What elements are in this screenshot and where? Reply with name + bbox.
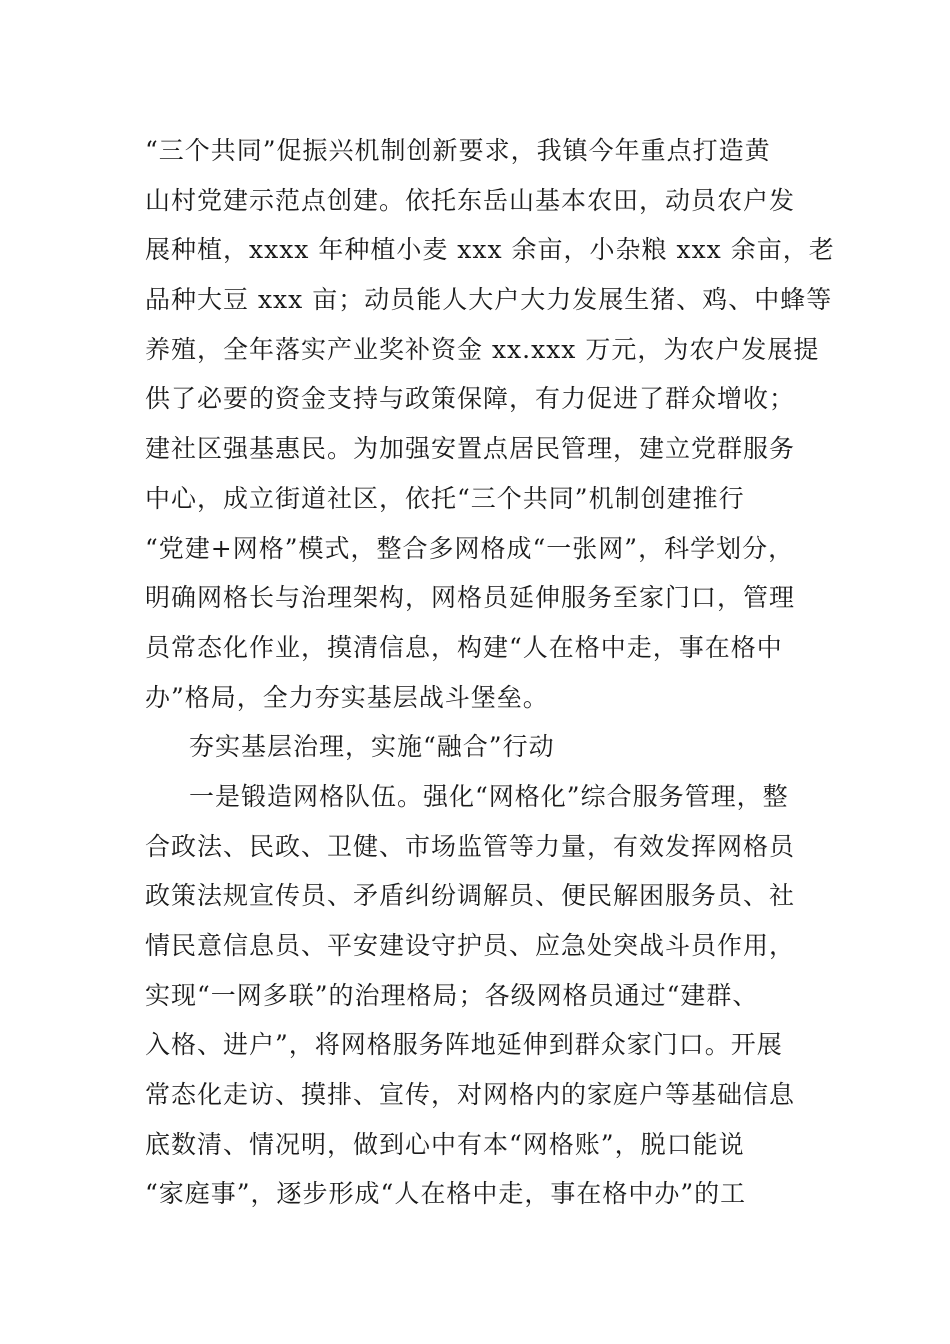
text-line: 办”格局，全力夯实基层战斗堡垒。 xyxy=(145,682,549,712)
text-line: “三个共同”促振兴机制创新要求，我镇今年重点打造黄 xyxy=(145,136,771,165)
section-heading: 夯实基层治理，实施“融合”行动 xyxy=(189,732,555,762)
text-line: 实现“一网多联”的治理格局；各级网格员通过“建群、 xyxy=(145,980,759,1010)
text-line: 建社区强基惠民。为加强安置点居民管理，建立党群服务 xyxy=(145,434,796,464)
text-line: 养殖，全年落实产业奖补资金 xx.xxx 万元，为农户发展提 xyxy=(145,334,820,364)
text-line: 山村党建示范点创建。依托东岳山基本农田，动员农户发 xyxy=(145,185,796,215)
text-line: 供了必要的资金支持与政策保障，有力促进了群众增收； xyxy=(145,384,796,414)
text-line: “家庭事”，逐步形成“人在格中走，事在格中办”的工 xyxy=(145,1179,747,1209)
text-line: 品种大豆 xxx 亩；动员能人大户大力发展生猪、鸡、中蜂等 xyxy=(145,285,833,315)
text-line: 展种植，xxxx 年种植小麦 xxx 余亩，小杂粮 xxx 余亩，老 xyxy=(145,235,835,265)
text-line: 常态化走访、摸排、宣传，对网格内的家庭户等基础信息 xyxy=(145,1080,796,1110)
text-line: 合政法、民政、卫健、市场监管等力量，有效发挥网格员 xyxy=(145,831,796,861)
text-line: “党建+网格”模式，整合多网格成“一张网”，科学划分， xyxy=(145,533,795,563)
text-line: 入格、进户”，将网格服务阵地延伸到群众家门口。开展 xyxy=(145,1030,783,1060)
text-line: 政策法规宣传员、矛盾纠纷调解员、便民解困服务员、社 xyxy=(145,881,796,911)
text-line: 中心，成立街道社区，依托“三个共同”机制创建推行 xyxy=(145,483,745,513)
text-line: 情民意信息员、平安建设守护员、应急处突战斗员作用， xyxy=(145,931,796,960)
document-body xyxy=(145,126,835,1219)
text-line: 底数清、情况明，做到心中有本“网格账”，脱口能说 xyxy=(145,1129,745,1159)
text-line: 员常态化作业，摸清信息，构建“人在格中走，事在格中 xyxy=(145,632,783,662)
text-line: 一是锻造网格队伍。强化“网格化”综合服务管理，整 xyxy=(189,781,789,811)
text-line: 明确网格长与治理架构，网格员延伸服务至家门口，管理 xyxy=(145,583,796,613)
